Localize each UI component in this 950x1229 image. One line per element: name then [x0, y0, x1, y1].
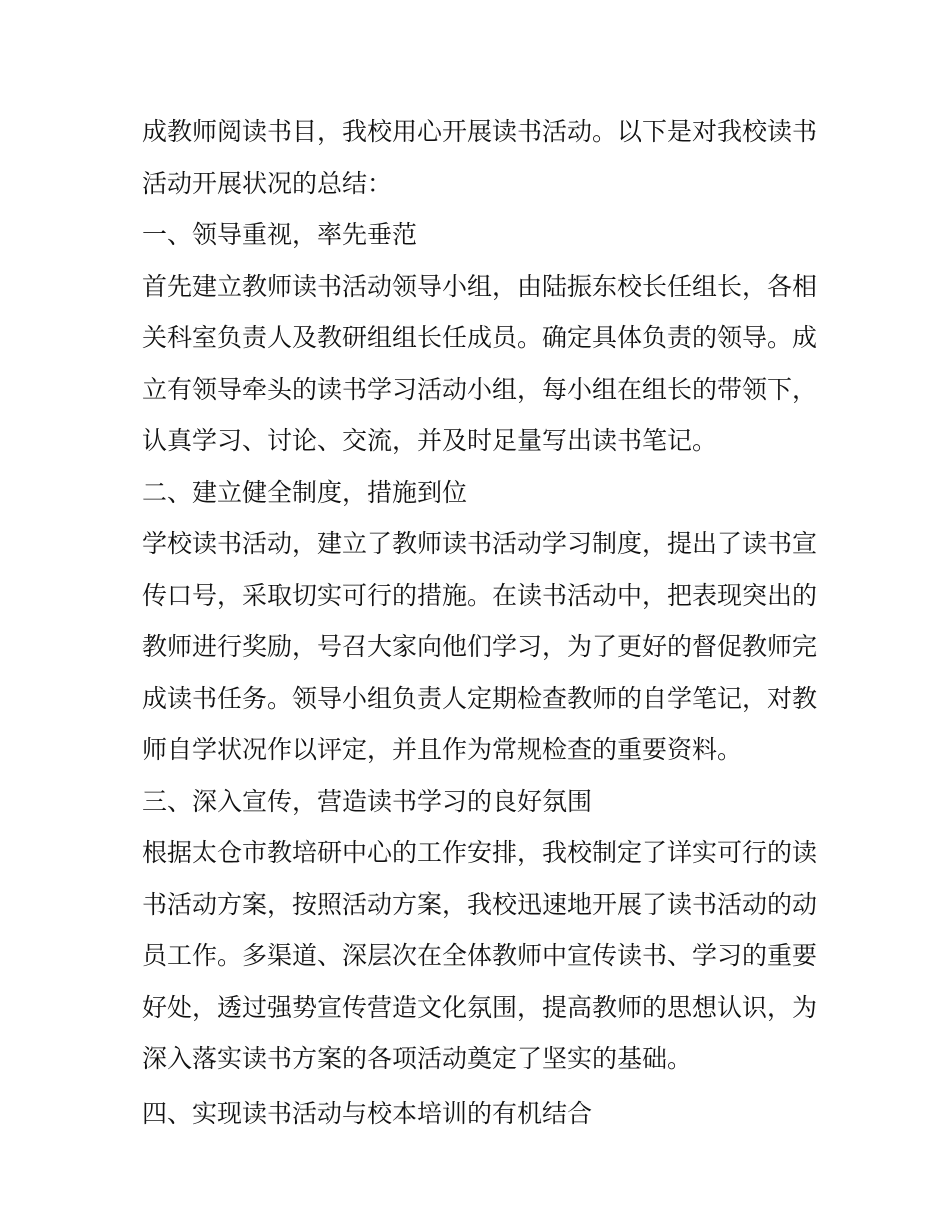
paragraph-line: 首先建立教师读书活动领导小组，由陆振东校长任组长，各相: [142, 271, 818, 301]
section-heading: 三、深入宣传，营造读书学习的良好氛围: [142, 786, 593, 816]
paragraph-line: 员工作。多渠道、深层次在全体教师中宣传读书、学习的重要: [142, 941, 818, 970]
paragraph-line: 立有领导牵头的读书学习活动小组，每小组在组长的带领下，: [142, 374, 818, 404]
document-body: [142, 106, 822, 1139]
section-heading: 一、领导重视，率先垂范: [142, 220, 418, 249]
paragraph-line: 好处，透过强势宣传营造文化氛围，提高教师的思想认识，为: [142, 992, 818, 1022]
paragraph-line: 认真学习、讨论、交流，并及时足量写出读书笔记。: [142, 426, 718, 455]
section-heading: 二、建立健全制度，措施到位: [142, 477, 468, 507]
paragraph-line: 深入落实读书方案的各项活动奠定了坚实的基础。: [142, 1044, 693, 1073]
paragraph-line: 活动开展状况的总结：: [142, 168, 393, 198]
paragraph-line: 师自学状况作以评定，并且作为常规检查的重要资料。: [142, 735, 743, 764]
paragraph-line: 学校读书活动，建立了教师读书活动学习制度，提出了读书宣: [142, 529, 818, 558]
paragraph-line: 书活动方案，按照活动方案，我校迅速地开展了读书活动的动: [142, 889, 818, 919]
paragraph-line: 成教师阅读书目，我校用心开展读书活动。以下是对我校读书: [142, 117, 818, 146]
paragraph-line: 传口号，采取切实可行的措施。在读书活动中，把表现突出的: [142, 580, 818, 610]
paragraph-line: 成读书任务。领导小组负责人定期检查教师的自学笔记，对教: [142, 683, 818, 713]
section-heading: 四、实现读书活动与校本培训的有机结合: [142, 1098, 593, 1128]
paragraph-line: 教师进行奖励，号召大家向他们学习，为了更好的督促教师完: [142, 632, 818, 661]
paragraph-line: 根据太仓市教培研中心的工作安排，我校制定了详实可行的读: [142, 838, 818, 867]
paragraph-line: 关科室负责人及教研组组长任成员。确定具体负责的领导。成: [142, 323, 818, 352]
